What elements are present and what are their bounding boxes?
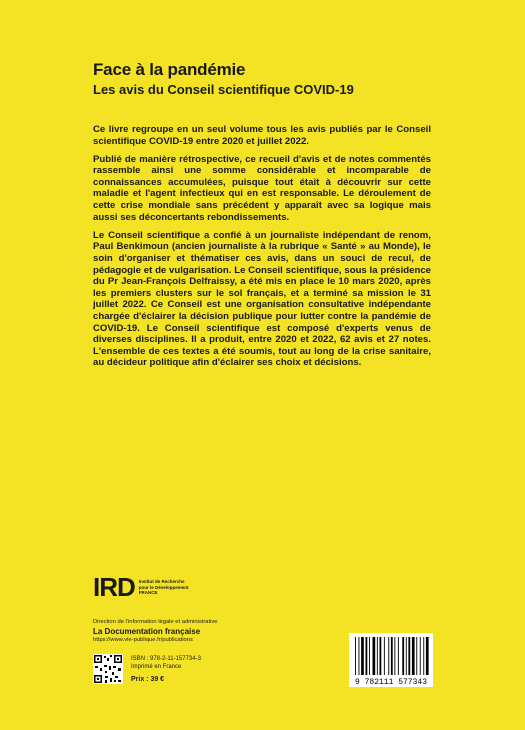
ird-logo-line-1: Institut de Recherche: [138, 579, 185, 585]
publisher-info: [93, 619, 218, 645]
publisher-url[interactable]: https://www.vie-publique.fr/publications: [93, 636, 193, 643]
isbn-number: ISBN : 978-2-11-157734-3: [131, 656, 201, 662]
ird-logo-line-3: FRANCE: [138, 590, 158, 596]
paragraph-1: Ce livre regroupe en un seul volume tous les avis publiés par le Conseil scientifique COVID-19 entre 2020 et juillet 2022.: [93, 124, 431, 147]
ird-logo-line-2: pour le Développement: [138, 584, 189, 590]
barcode-digits: 9 782111 577343: [354, 678, 428, 687]
price-label: Prix : 39 €: [131, 676, 165, 684]
paragraph-2: Publié de manière rétrospective, ce recueil d'avis et de notes commentés rassemble ainsi une somme considérable et incomparable de connaissances accumulées, puisque tout était à découvrir sur cette maladie et l'agent infectieux qui en est responsable. Le déroulement de cette crise mondiale sans précédent y apparaît avec sa logique mais aussi ses déconcertants rebondissements.: [93, 153, 431, 223]
back-cover-text: [93, 124, 431, 375]
barcode: [349, 633, 433, 687]
isbn-block: [131, 656, 201, 684]
ird-logo: [93, 572, 189, 603]
barcode-icon: [349, 633, 433, 687]
printed-in: Imprimé en France: [131, 663, 182, 670]
ird-logo-mark: IRD: [93, 572, 135, 602]
paragraph-3: Le Conseil scientifique a confié à un journaliste indépendant de renom, Paul Benkimoun (ancien journaliste à la rubrique « Santé » au Monde), le soin d'organiser et thématiser ces avis, dans un souci de recul, de pédagogie et de vulgarisation. Le Conseil scientifique, sous la présidence du Pr Jean-François Delfraissy, a été mis en place le 10 mars 2020, après les premiers clusters sur le sol français, et a terminé sa mission le 31 juillet 2022. Ce Conseil est une organisation consultative indépendante chargée d'éclairer la décision publique pour lutter contre la pandémie de COVID-19. Le Conseil scientifique est composé d'experts venus de diverses disciplines. Il a produit, entre 2020 et 2022, 62 avis et 27 notes. L'ensemble de ces textes a été soumis, tout au long de la crise sanitaire, au décideur politique afin d'éclairer ses choix et décisions.: [93, 229, 431, 369]
book-subtitle: Les avis du Conseil scientifique COVID-19: [93, 82, 354, 97]
ird-logo-text: [139, 579, 189, 596]
qr-code-icon: [93, 654, 123, 684]
direction-label: Direction de l'information légale et administrative: [93, 619, 218, 625]
book-title: Face à la pandémie: [93, 60, 246, 79]
publisher-name: La Documentation française: [93, 626, 201, 636]
